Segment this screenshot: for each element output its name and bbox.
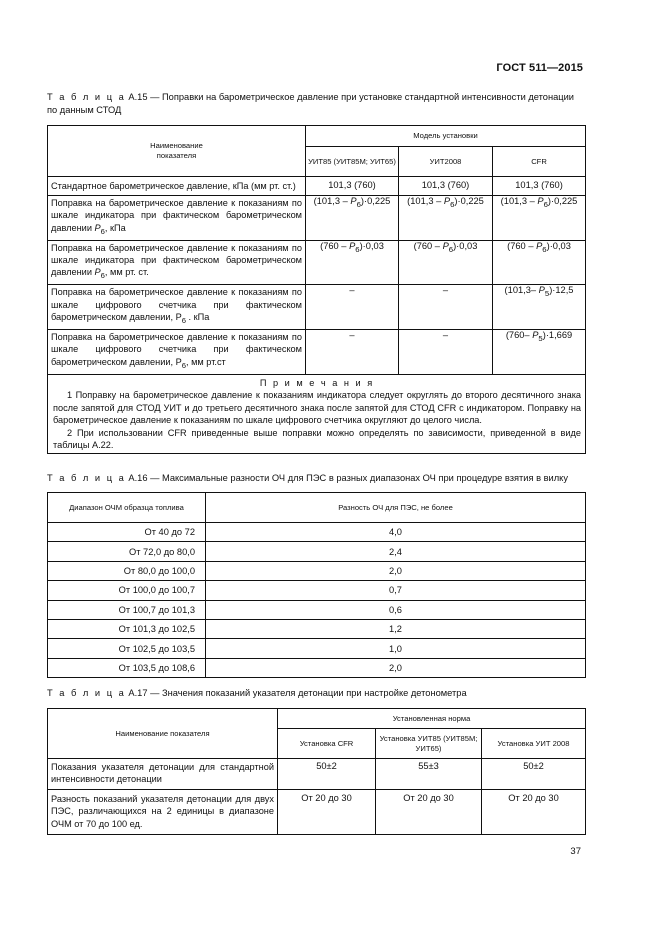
row-name: Поправка на барометрическое давление к показаниям по шкале цифрового счетчика при фактическом барометрическом давлении, $P_6$ . кПа	[48, 285, 306, 330]
row-value: $(760 - P_6)\cdot 0,03$	[306, 240, 399, 285]
col-header-model: Модель установки	[306, 126, 586, 147]
row-value: 101,3 (760)	[493, 177, 586, 196]
range-cell: От 80,0 до 100,0	[48, 561, 206, 580]
diff-cell: 4,0	[206, 523, 586, 542]
table-row	[48, 285, 586, 330]
row-value: –	[399, 285, 493, 330]
diff-cell: 0,7	[206, 581, 586, 600]
table-a15-caption	[47, 91, 585, 117]
row-name: Разность показаний указателя детонации для двух ПЭС, различающихся на 2 единицы в диапазоне ОЧМ от 70 до 100 ед.	[48, 790, 278, 835]
row-value: 101,3 (760)	[399, 177, 493, 196]
diff-cell: 2,0	[206, 561, 586, 580]
col-header-range: Диапазон ОЧМ образца топлива	[48, 493, 206, 523]
table-label: Т а б л и ц а	[47, 92, 126, 102]
table-a16-caption-text: А.16 — Максимальные разности ОЧ для ПЭС в разных диапазонах ОЧ при процедуре взятия в вилку	[128, 473, 568, 483]
col-header-unit-1: Установка CFR	[278, 729, 376, 759]
range-cell: От 100,7 до 101,3	[48, 600, 206, 619]
diff-cell: 1,0	[206, 639, 586, 658]
row-name: Поправка на барометрическое давление к показаниям по шкале индикатора при фактическом барометрическом давлении $P_6$, мм рт. ст.	[48, 240, 306, 285]
table-row	[48, 177, 586, 196]
table-a16-caption	[47, 472, 585, 485]
row-value: –	[306, 285, 399, 330]
row-name: Поправка на барометрическое давление к показаниям по шкале цифрового счетчика при фактическом барометрическом давлении, $P_6$, мм рт.ст	[48, 330, 306, 375]
col-header-norm: Установленная норма	[278, 709, 586, 729]
row-value: $(101,3 - P_6)\cdot 0,225$	[306, 196, 399, 241]
range-cell: От 100,0 до 100,7	[48, 581, 206, 600]
row-value: 55±3	[376, 759, 482, 790]
diff-cell: 0,6	[206, 600, 586, 619]
row-value: От 20 до 30	[482, 790, 586, 835]
row-value: 50±2	[278, 759, 376, 790]
table-row	[48, 196, 586, 241]
col-header-unit-3: Установка УИТ 2008	[482, 729, 586, 759]
range-cell: От 101,3 до 102,5	[48, 619, 206, 638]
row-name: Поправка на барометрическое давление к показаниям по шкале индикатора при фактическом барометрическом давлении $P_6$, кПа	[48, 196, 306, 241]
range-cell: От 102,5 до 103,5	[48, 639, 206, 658]
row-value: $(101,3 - P_6)\cdot 0,225$	[493, 196, 586, 241]
col-header-model-2: УИТ2008	[399, 147, 493, 177]
table-row	[48, 790, 586, 835]
table-row	[48, 240, 586, 285]
table-row	[48, 619, 586, 638]
row-value: 50±2	[482, 759, 586, 790]
range-cell: От 72,0 до 80,0	[48, 542, 206, 561]
table-row	[48, 330, 586, 375]
notes	[48, 374, 586, 453]
table-row	[48, 759, 586, 790]
table-a15-caption-text: А.15 — Поправки на барометрическое давление при установке стандартной интенсивности детонации по данным СТОД	[47, 92, 574, 115]
table-label: Т а б л и ц а	[47, 473, 126, 483]
col-header-model-1: УИТ85 (УИТ85М; УИТ65)	[306, 147, 399, 177]
table-a15	[47, 125, 586, 454]
col-header-indicator: Наименование показателя	[48, 709, 278, 759]
row-value: (101,3– $P_5)\cdot 12,5$	[493, 285, 586, 330]
row-name: Стандартное барометрическое давление, кПа (мм рт. ст.)	[48, 177, 306, 196]
diff-cell: 2,0	[206, 658, 586, 677]
table-row	[48, 639, 586, 658]
row-value: 101,3 (760)	[306, 177, 399, 196]
notes-title: П р и м е ч а н и я	[259, 377, 375, 388]
row-value: $(760 - P_6)\cdot 0,03$	[399, 240, 493, 285]
row-value: $(101,3 - P_6)\cdot 0,225$	[399, 196, 493, 241]
range-cell: От 40 до 72	[48, 523, 206, 542]
table-a16	[47, 492, 586, 678]
standard-number: ГОСТ 511—2015	[496, 62, 583, 74]
row-value: $(760 - P_6)\cdot 0,03$	[493, 240, 586, 285]
table-row	[48, 523, 586, 542]
table-row	[48, 581, 586, 600]
range-cell: От 103,5 до 108,6	[48, 658, 206, 677]
table-row	[48, 542, 586, 561]
page-number: 37	[570, 846, 581, 857]
row-value: –	[399, 330, 493, 375]
row-value: От 20 до 30	[278, 790, 376, 835]
col-header-diff: Разность ОЧ для ПЭС, не более	[206, 493, 586, 523]
col-header-model-3: CFR	[493, 147, 586, 177]
notes-row	[48, 374, 586, 453]
table-a17-caption	[47, 687, 585, 700]
table-a17-caption-text: А.17 — Значения показаний указателя детонации при настройке детонометра	[128, 688, 467, 698]
row-value: (760– $P_5)\cdot 1,669$	[493, 330, 586, 375]
diff-cell: 2,4	[206, 542, 586, 561]
table-a17	[47, 708, 586, 835]
row-name: Показания указателя детонации для стандартной интенсивности детонации	[48, 759, 278, 790]
row-value: От 20 до 30	[376, 790, 482, 835]
note-1: 1 Поправку на барометрическое давление к показаниям индикатора следует округлять до второго десятичного знака после запятой для СТОД УИТ и до третьего десятичного знака после запятой для СТОД CFR с индикатором. Поправку на барометрическое давление к показаниям по шкале цифрового счетчика округляют до целого числа.	[53, 390, 582, 426]
col-header-indicator: Наименование показателя	[48, 126, 306, 177]
table-label: Т а б л и ц а	[47, 688, 126, 698]
col-header-unit-2: Установка УИТ85 (УИТ85М; УИТ65)	[376, 729, 482, 759]
table-row	[48, 658, 586, 677]
table-row	[48, 561, 586, 580]
diff-cell: 1,2	[206, 619, 586, 638]
note-2: 2 При использовании CFR приведенные выше поправки можно определять по зависимости, приведенной в виде таблицы А.22.	[53, 427, 582, 450]
row-value: –	[306, 330, 399, 375]
table-row	[48, 600, 586, 619]
